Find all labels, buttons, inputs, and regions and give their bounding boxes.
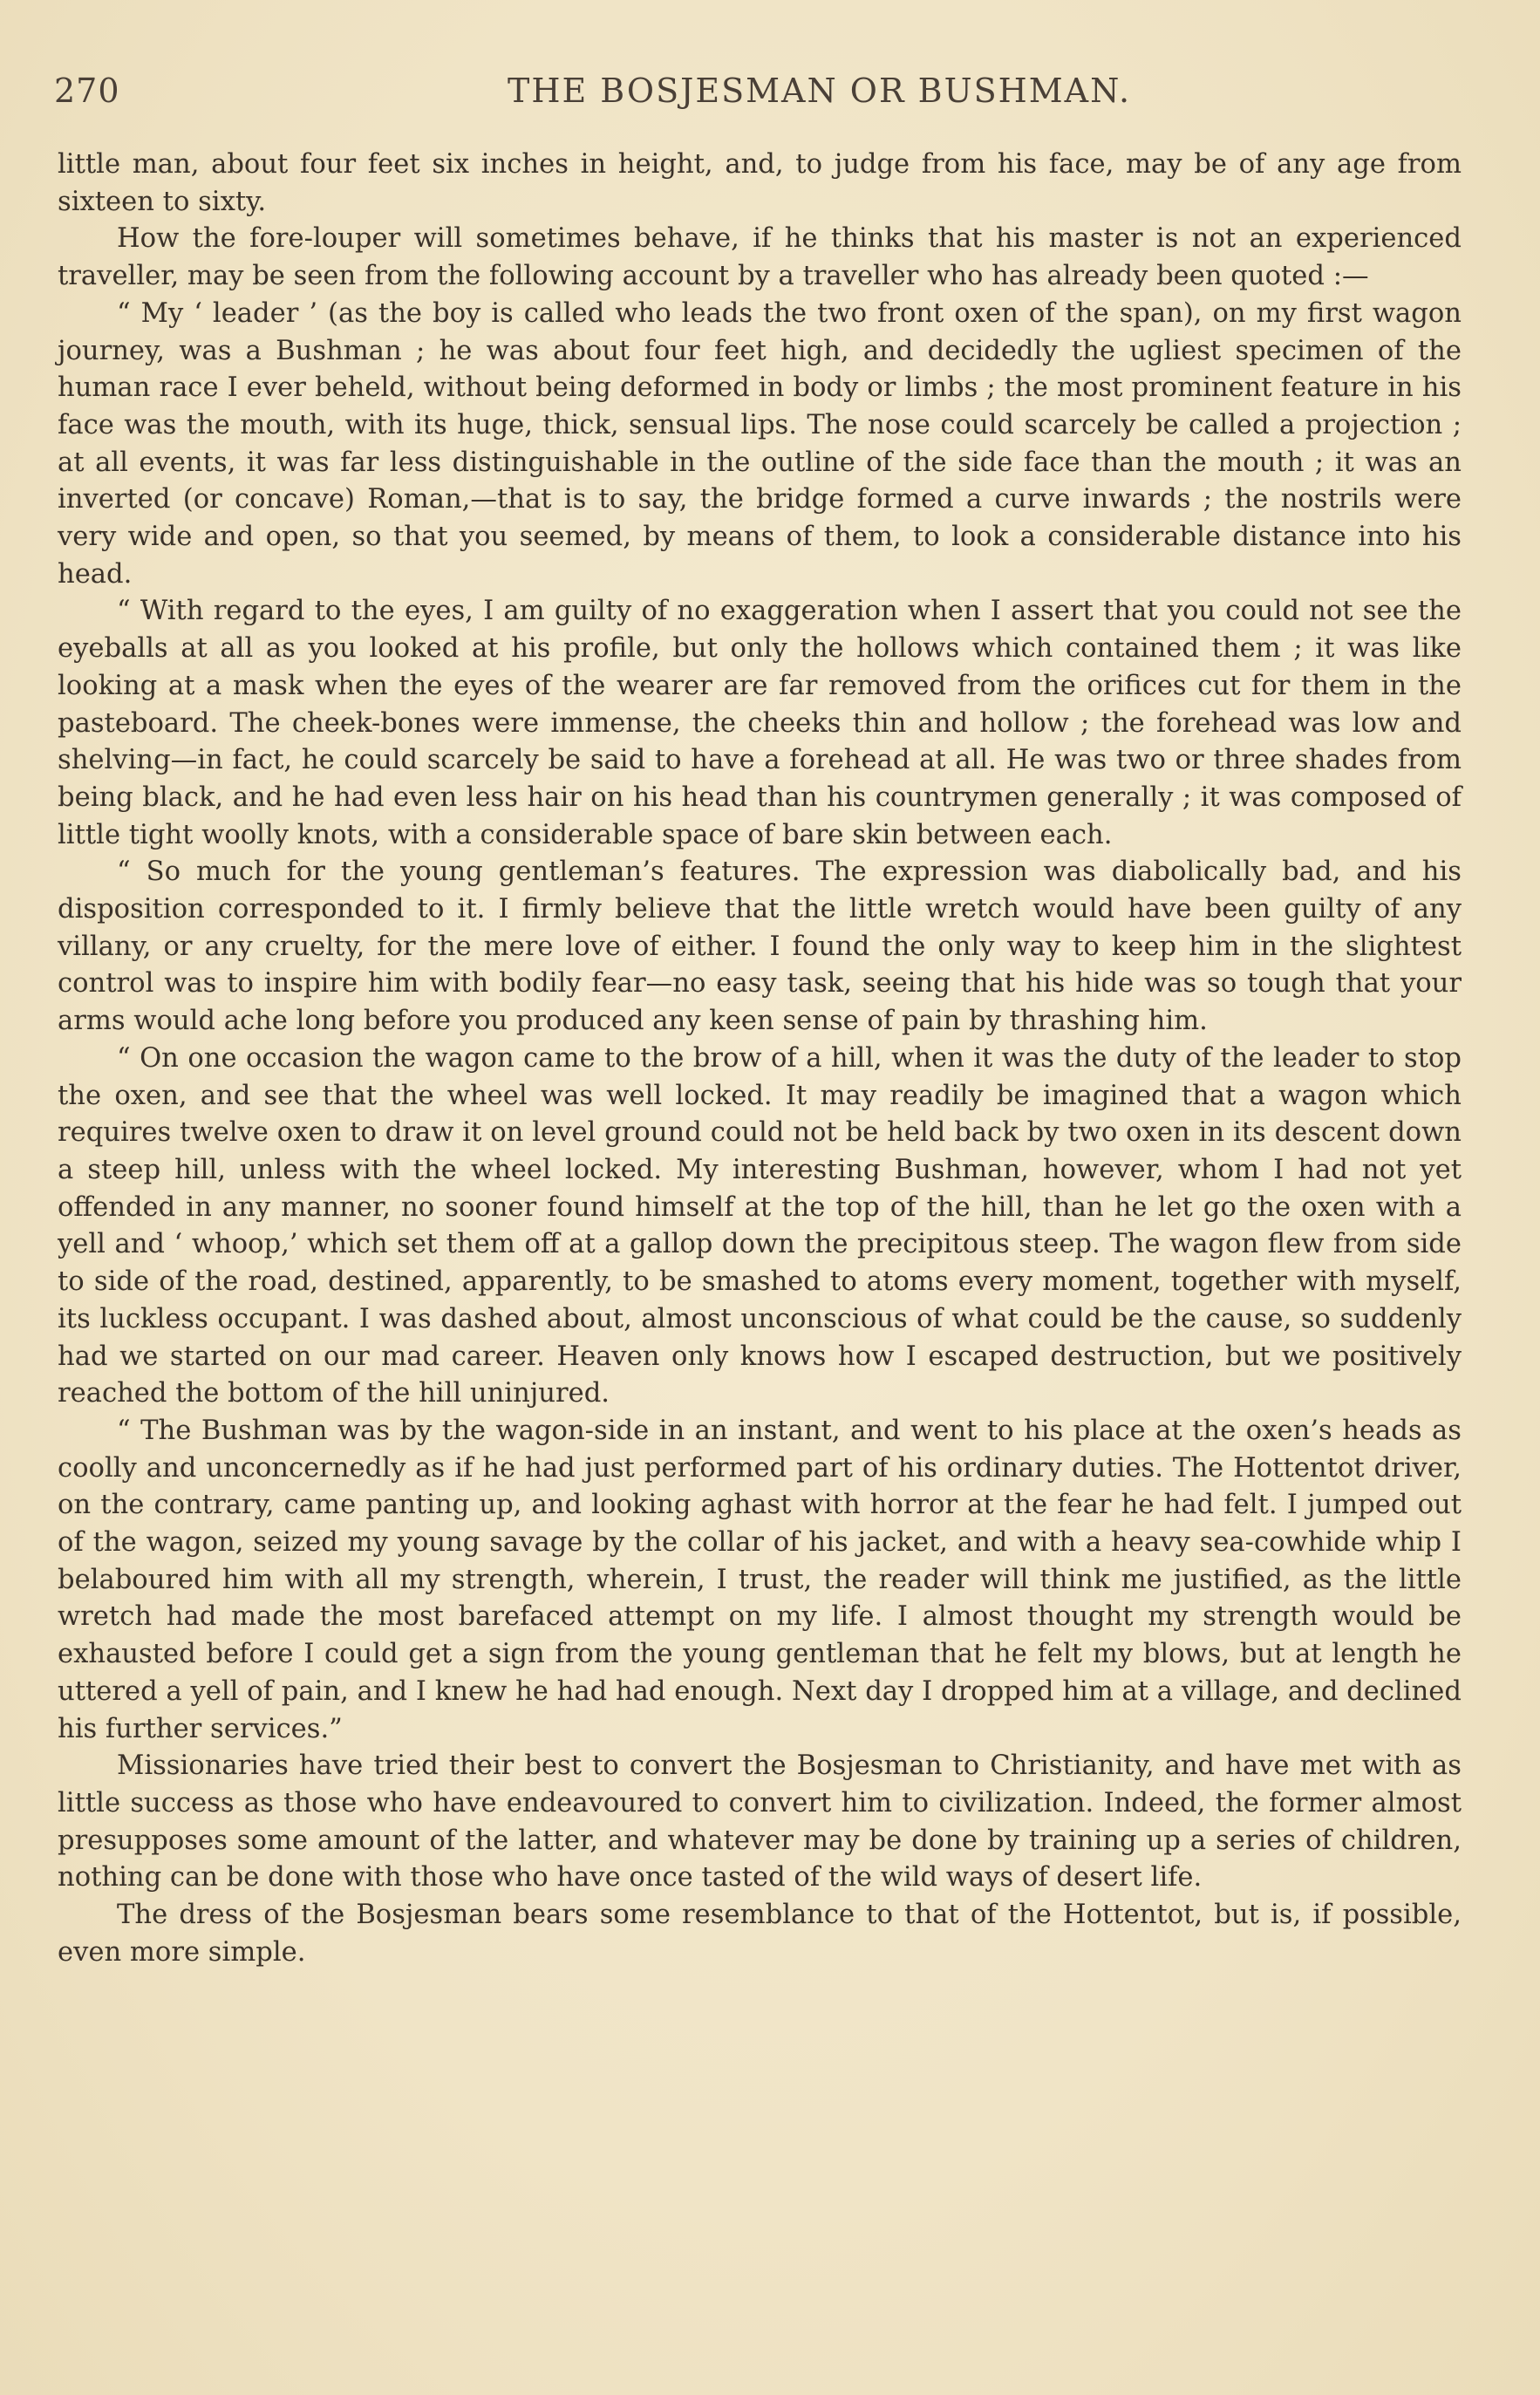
paragraph: “ My ‘ leader ’ (as the boy is called who leads the two front oxen of the span), on my first wagon journey, was a Bushman ; he was about four feet high, and decidedly the ugliest specimen of the human race I ever beheld, without being deformed in body or limbs ; the most prominent feature in his face was the mouth, with its huge, thick, sensual lips. The nose could scarcely be called a projection ; at all events, it was far less distinguishable in the outline of the side face than the mouth ; it was an inverted (or concave) Roman,—that is to say, the bridge formed a curve inwards ; the nostrils were very wide and open, so that you seemed, by means of them, to look a considerable distance into his head. [58,297,1462,590]
paragraph: little man, about four feet six inches in height, and, to judge from his face, may be of any age from sixteen to sixty. [58,149,1462,217]
paragraph: “ So much for the young gentleman’s features. The expression was diabolically bad, and his disposition corresponded to it. I firmly believe that the little wretch would have been guilty of any villany, or any cruelty, for the mere love of either. I found the only way to keep him in the slightest control was to inspire him with bodily fear—no easy task, seeing that his hide was so tough that your arms would ache long before you produced any keen sense of pain by thrashing him. [58,856,1462,1037]
paragraph: Missionaries have tried their best to convert the Bosjesman to Christianity, and have met with as little success as those who have endeavoured to convert him to civilization. Indeed, the former almost presupposes some amount of the latter, and whatever may be done by training up a series of children, nothing can be done with those who have once tasted of the wild ways of desert life. [58,1750,1462,1893]
page-header [54,72,1467,124]
page-number: 270 [54,72,120,110]
paragraph: “ The Bushman was by the wagon-side in an instant, and went to his place at the oxen’s heads as coolly and unconcernedly as if he had just performed part of his ordinary duties. The Hottentot driver, on the contrary, came panting up, and looking aghast with horror at the fear he had felt. I jumped out of the wagon, seized my young savage by the collar of his jacket, and with a heavy sea-cowhide whip I belaboured him with all my strength, wherein, I trust, the reader will think me justified, as the little wretch had made the most barefaced attempt on my life. I almost thought my strength would be exhausted before I could get a sign from the young gentleman that he felt my blows, but at length he uttered a yell of pain, and I knew he had had enough. Next day I dropped him at a village, and declined his further services.” [58,1415,1462,1744]
paragraph: “ With regard to the eyes, I am guilty of no exaggeration when I assert that you could not see the eyeballs at all as you looked at his profile, but only the hollows which contained them ; it was like looking at a mask when the eyes of the wearer are far removed from the orifices cut for them in the pasteboard. The cheek-bones were immense, the cheeks thin and hollow ; the forehead was low and shelving—in fact, he could scarcely be said to have a forehead at all. He was two or three shades from being black, and he had even less hair on his head than his countrymen generally ; it was composed of little tight woolly knots, with a considerable space of bare skin between each. [58,596,1462,850]
paragraph: “ On one occasion the wagon came to the brow of a hill, when it was the duty of the leader to stop the oxen, and see that the wheel was well locked. It may readily be imagined that a wagon which requires twelve oxen to draw it on level ground could not be held back by two oxen in its descent down a steep hill, unless with the wheel locked. My interesting Bushman, however, whom I had not yet offended in any manner, no sooner found himself at the top of the hill, than he let go the oxen with a yell and ‘ whoop,’ which set them off at a gallop down the precipitous steep. The wagon flew from side to side of the road, destined, apparently, to be smashed to atoms every moment, together with myself, its luckless occupant. I was dashed about, almost unconscious of what could be the cause, so suddenly had we started on our mad career. Heaven only knows how I escaped destruction, but we positively reached the bottom of the hill uninjured. [58,1042,1462,1409]
paragraph: The dress of the Bosjesman bears some resemblance to that of the Hottentot, but is, if possible, even more simple. [58,1900,1462,1968]
page-body [58,147,1462,1971]
paragraph: How the fore-louper will sometimes behave, if he thinks that his master is not an experienced traveller, may be seen from the following account by a traveller who has already been quoted :— [58,223,1462,292]
running-title: THE BOSJESMAN OR BUSHMAN. [508,72,1132,110]
